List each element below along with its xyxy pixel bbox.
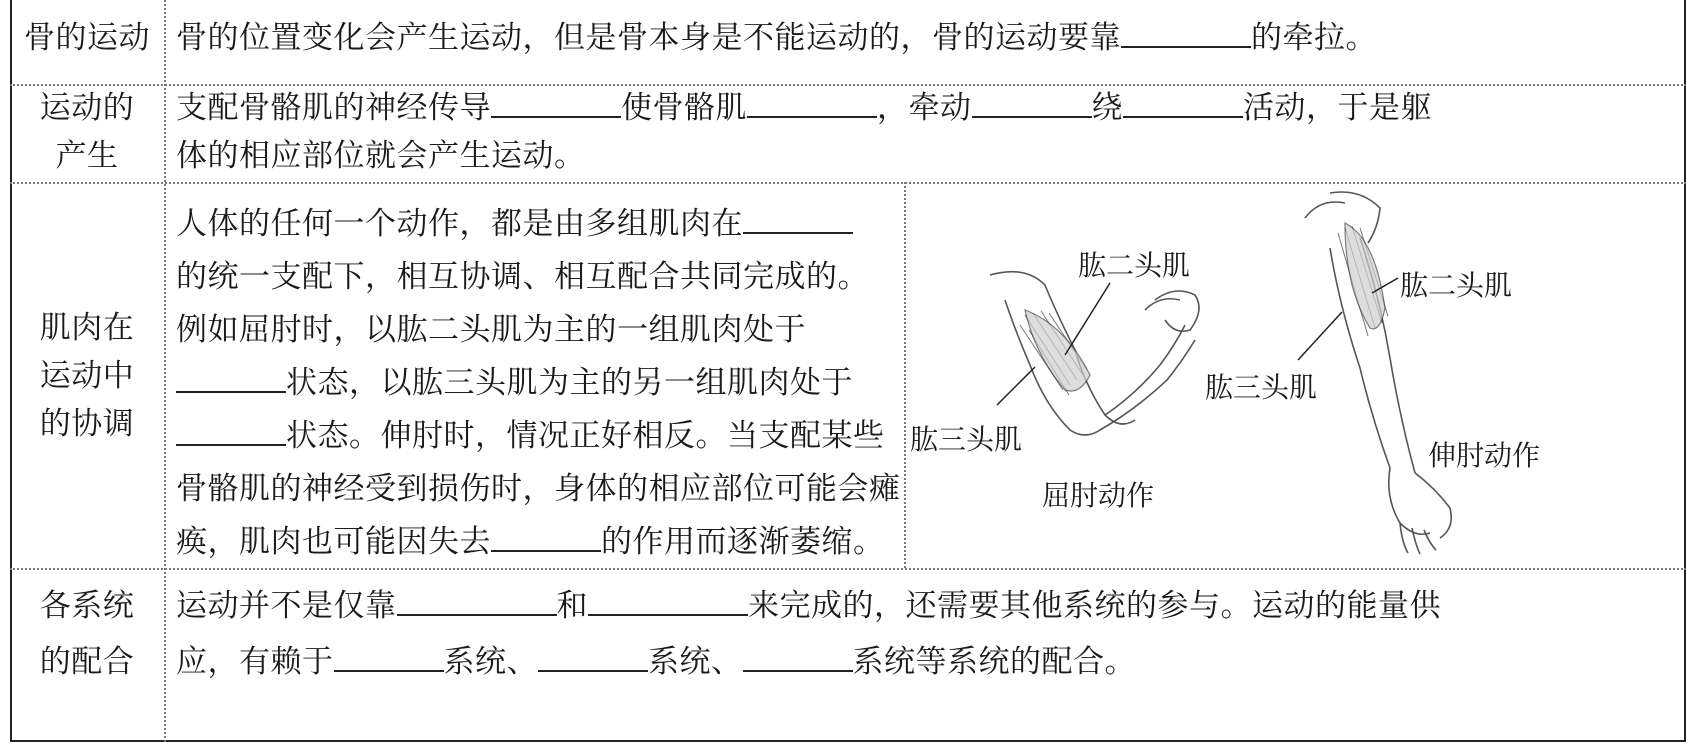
flex-caption: 屈肘动作 [1042,479,1155,512]
row3-content [176,198,901,569]
row2-text: ，牵动 [877,90,972,126]
row2-line [176,84,1676,132]
figure-divider [904,182,906,568]
row3-header-line: 运动中 [39,358,135,394]
row3-header [12,304,162,448]
row4-text: 系统、 [443,644,538,680]
row4-text: 应，有赖于 [176,644,334,680]
row3-text: 的统一支配下，相互协调、相互配合共同完成的。 [176,259,869,295]
fill-blank[interactable] [491,86,621,118]
row2-text: 支配骨骼肌的神经传导 [176,90,491,126]
row3-header-line: 的协调 [39,406,135,442]
row3-text: 人体的任何一个动作，都是由多组肌肉在 [176,206,743,242]
row1-text: 骨的位置变化会产生运动，但是骨本身是不能运动的，骨的运动要靠 [176,20,1121,56]
fill-blank[interactable] [972,86,1092,118]
fill-blank[interactable] [176,361,286,393]
row4-header-line: 的配合 [39,644,135,680]
fill-blank[interactable] [538,640,648,672]
row2-text: 绕 [1091,90,1123,126]
row2-header [12,84,162,180]
column-divider [164,0,166,742]
row3-line [176,304,896,357]
fill-blank[interactable] [176,414,286,446]
row3-line [176,410,896,463]
row4-text: 系统等系统的配合。 [852,644,1136,680]
row2-header-line: 产生 [55,138,119,174]
row3-line [176,357,896,410]
row3-text: 例如屈肘时，以肱二头肌为主的一组肌肉处于 [176,312,806,348]
row3-line [176,198,896,251]
row3-line [176,251,896,304]
row-divider [10,182,1686,184]
row3-text: 痪，肌肉也可能因失去 [176,524,491,560]
row4-header [12,578,162,690]
row3-text: 状态，以肱三头肌为主的另一组肌肉处于 [286,365,853,401]
row4-text: 运动并不是仅靠 [176,588,397,624]
fill-blank[interactable] [588,584,748,616]
row3-text: 状态。伸肘时，情况正好相反。当支配某些 [286,418,885,454]
row1-content [176,14,1676,62]
flex-triceps-label: 肱三头肌 [910,423,1023,456]
fill-blank[interactable] [1123,86,1243,118]
fill-blank[interactable] [1121,16,1251,48]
fill-blank[interactable] [334,640,444,672]
row2-content [176,84,1676,180]
row3-text: 的作用而逐渐萎缩。 [601,524,885,560]
flex-biceps-label: 肱二头肌 [1078,249,1191,282]
row4-text: 系统、 [648,644,743,680]
row3-header-line: 肌肉在 [39,310,135,346]
fill-blank[interactable] [491,520,601,552]
row1-header [12,14,162,62]
extend-biceps-label: 肱二头肌 [1400,269,1513,302]
extend-triceps-label: 肱三头肌 [1205,371,1318,404]
fill-blank[interactable] [397,584,557,616]
extend-caption: 伸肘动作 [1428,439,1541,472]
row4-line [176,578,1676,634]
row4-line [176,634,1676,690]
row4-content [176,578,1676,690]
fill-blank[interactable] [747,86,877,118]
row3-line [176,516,896,569]
fill-blank[interactable] [743,202,853,234]
row1-header-text: 骨的运动 [24,20,150,56]
fill-blank[interactable] [743,640,853,672]
row4-text: 来完成的，还需要其他系统的参与。运动的能量供 [748,588,1441,624]
row3-line [176,463,901,516]
row2-header-line: 运动的 [39,90,135,126]
row4-header-line: 各系统 [39,588,135,624]
row2-text: 活动，于是躯 [1243,90,1432,126]
row1-text: 的牵拉。 [1251,20,1377,56]
row3-text: 骨骼肌的神经受到损伤时，身体的相应部位可能会瘫 [176,471,901,507]
row2-line: 体的相应部位就会产生运动。 [176,138,586,174]
row4-text: 和 [556,588,588,624]
row2-text: 使骨骼肌 [621,90,747,126]
